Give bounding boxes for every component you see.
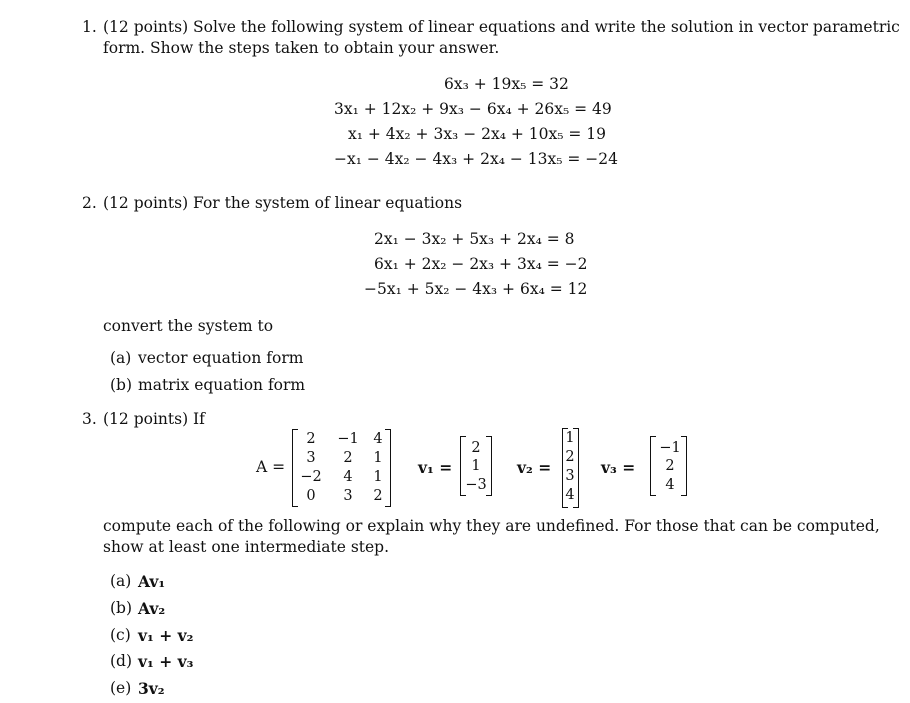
q1-number: 1. [82,18,97,36]
v1-entry: 2 [471,440,481,456]
q2-text-line1: (12 points) For the system of linear equations [103,194,463,212]
q1-equation-2: 3x₁ + 12x₂ + 9x₃ − 6x₄ + 26x₅ = 49 [334,100,612,118]
matrix-a-cell: 3 [306,450,316,466]
matrix-a-cell: 4 [343,469,353,485]
matrix-a-cell: −2 [300,469,322,485]
q2-equation-1: 2x₁ − 3x₂ + 5x₃ + 2x₄ = 8 [374,230,575,248]
v3-label: v₃ = [601,458,636,477]
q3-number: 3. [82,410,97,428]
q1-text-line2: form. Show the steps taken to obtain your answer. [103,39,500,57]
q1-equation-4: −x₁ − 4x₂ − 4x₃ + 2x₄ − 13x₅ = −24 [334,150,618,168]
v1-label: v₁ = [418,458,453,477]
v1-entry: 1 [471,458,481,474]
q1-text-line1: (12 points) Solve the following system of linear equations and write the solution in vector parametric [103,18,900,36]
v2-entry: 3 [565,468,575,484]
q1-equation-3: x₁ + 4x₂ + 3x₃ − 2x₄ + 10x₅ = 19 [348,125,607,143]
q3-part-d-label: (d) [110,652,133,670]
q3-part-d-text: v₁ + v₃ [138,652,194,671]
q2-part-a-label: (a) [110,349,132,367]
v3-entry: 2 [665,458,675,474]
q3-part-b-text: Av₂ [138,599,166,618]
v2-entry: 1 [565,430,575,446]
q3-text-line1: (12 points) If [103,410,205,428]
q3-part-e-label: (e) [110,679,132,697]
q2-part-b-text: matrix equation form [138,376,306,394]
q3-part-e-text: 3v₂ [138,679,165,698]
matrix-a-cell: 2 [373,488,383,504]
matrix-a-cell: −1 [337,431,359,447]
v2-label: v₂ = [517,458,552,477]
matrix-a-label: A = [256,458,286,476]
v3-entry: −1 [659,440,681,456]
matrix-a-cell: 2 [343,450,353,466]
q3-part-c-text: v₁ + v₂ [138,626,194,645]
q1-equation-1: 6x₃ + 19x₅ = 32 [444,75,569,93]
q3-compute-line1: compute each of the following or explain why they are undefined. For those that can be computed, [103,517,880,535]
matrix-a-cell: 2 [306,431,316,447]
v3-left-bracket [650,436,656,496]
v1-entry: −3 [465,477,487,493]
q3-compute-line2: show at least one intermediate step. [103,538,390,556]
matrix-a-cell: 1 [373,450,383,466]
q2-part-b-label: (b) [110,376,133,394]
matrix-a-cell: 4 [373,431,383,447]
q2-equation-2: 6x₁ + 2x₂ − 2x₃ + 3x₄ = −2 [374,255,588,273]
v3-entry: 4 [665,477,675,493]
v2-entry: 2 [565,449,575,465]
q3-part-c-label: (c) [110,626,131,644]
matrix-a-left-bracket [292,429,298,507]
q2-number: 2. [82,194,97,212]
q3-part-a-label: (a) [110,572,132,590]
q3-part-b-label: (b) [110,599,133,617]
v2-entry: 4 [565,487,575,503]
matrix-a-cell: 3 [343,488,353,504]
matrix-a-cell: 1 [373,469,383,485]
matrix-a-cell: 0 [306,488,316,504]
q2-convert-text: convert the system to [103,317,274,335]
q3-part-a-text: Av₁ [138,572,166,591]
q2-equation-3: −5x₁ + 5x₂ − 4x₃ + 6x₄ = 12 [364,280,588,298]
q2-part-a-text: vector equation form [138,349,304,367]
